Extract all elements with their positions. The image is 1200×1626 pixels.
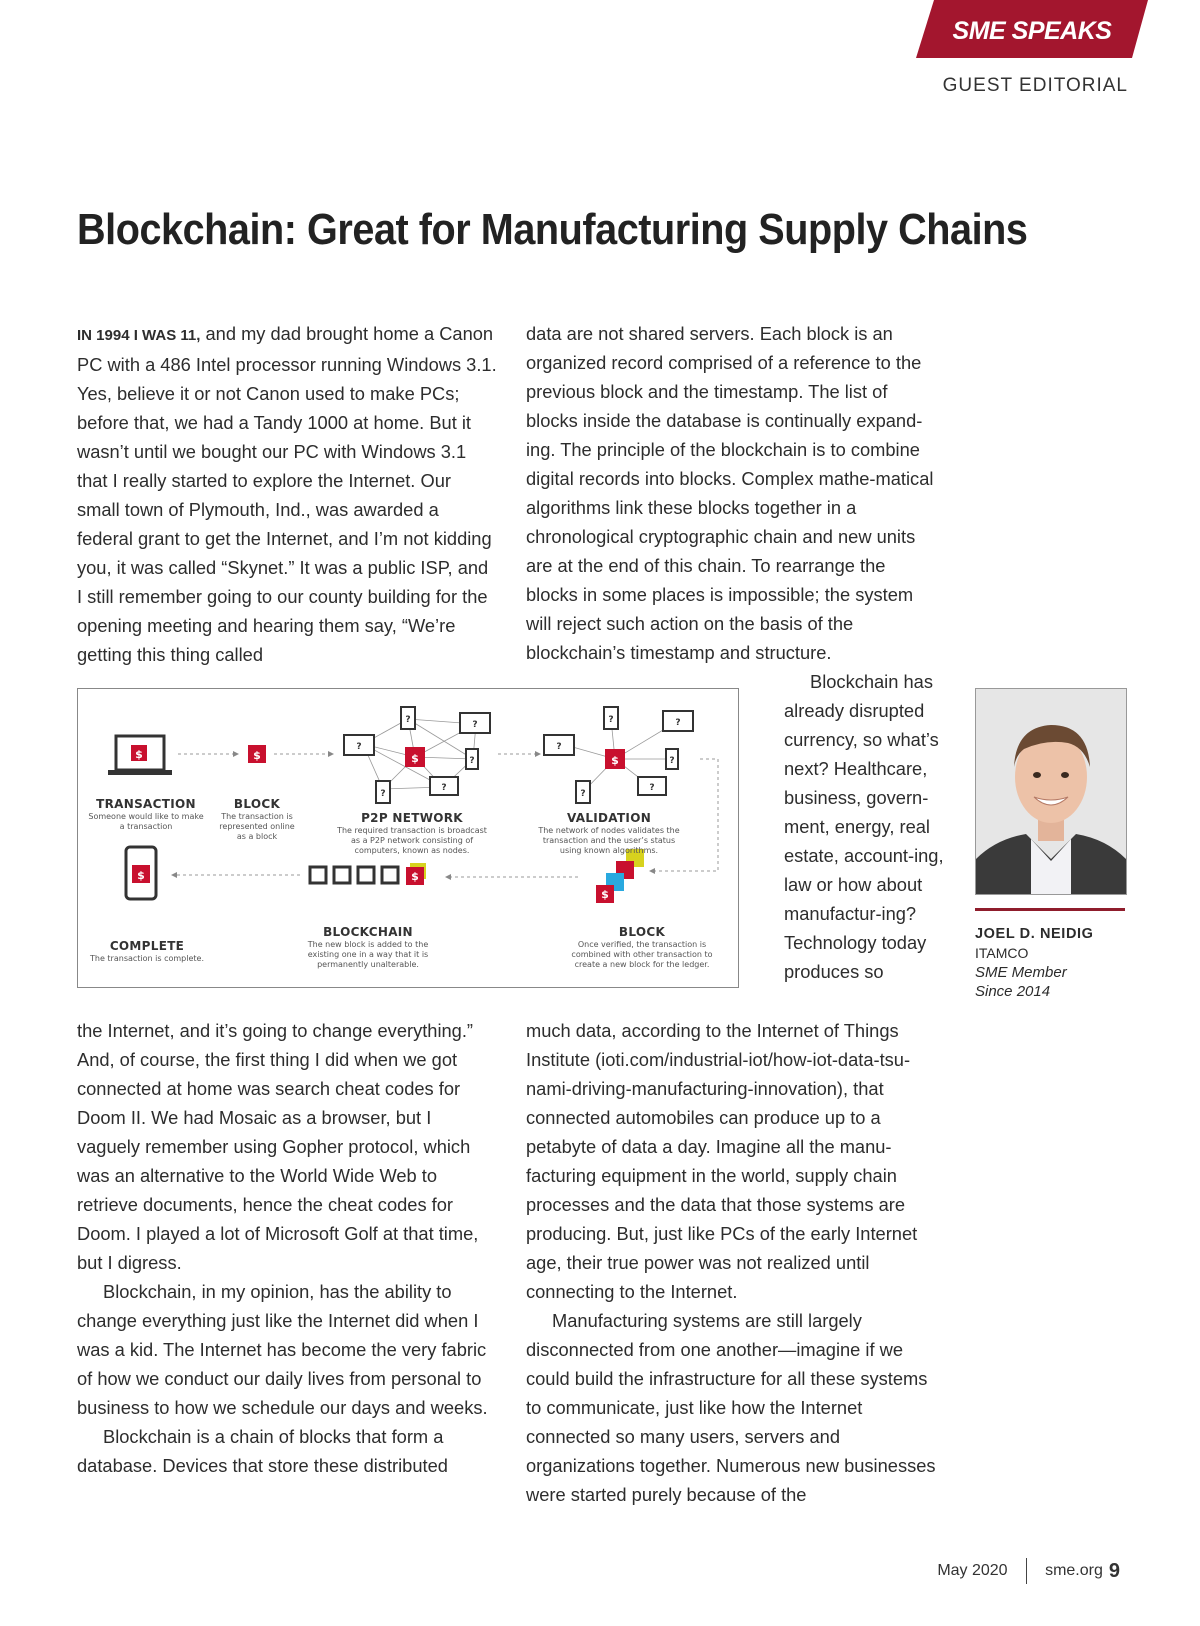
author-photo: [975, 688, 1127, 895]
step-blockchain: BLOCKCHAIN The new block is added to the existing one in a way that it is permanently unalterable.: [307, 925, 429, 969]
issue-date: May 2020: [937, 1562, 1008, 1579]
svg-text:?: ?: [405, 715, 411, 725]
svg-text:$: $: [601, 888, 609, 901]
author-membership: SME Member: [975, 964, 1067, 981]
step-block: BLOCK The transaction is represented online as a block: [219, 797, 295, 841]
svg-text:?: ?: [608, 715, 614, 725]
paragraph-col2-1: data are not shared servers. Each block is an organized record comprised of a reference to the previous block and the timestamp. The list of blocks inside the database is continually expand-ing. The principle of the blockchain is to combine digital records into blocks. Complex mathe-matical algorithms link these blocks together in a chronological cryptographic chain and new units are at the end of this chain. To rearrange the blocks in some places is impossible; the system will reject such action on the basis of the blockchain’s timestamp and structure.: [526, 323, 934, 663]
phone-icon: [126, 847, 156, 899]
svg-text:?: ?: [472, 720, 478, 730]
svg-text:?: ?: [380, 789, 386, 799]
svg-text:$: $: [137, 869, 145, 882]
column-1-top: [77, 319, 497, 669]
svg-text:$: $: [135, 748, 143, 761]
step-complete: COMPLETE The transaction is complete.: [90, 939, 204, 963]
svg-text:$: $: [411, 752, 419, 765]
section-label: GUEST EDITORIAL: [942, 75, 1128, 96]
author-name: JOEL D. NEIDIG: [975, 926, 1094, 942]
author-company: ITAMCO: [975, 945, 1029, 961]
sme-speaks-banner: [916, 0, 1148, 58]
page-footer: [937, 1558, 1120, 1584]
paragraph-2: the Internet, and it’s going to change everything.” And, of course, the first thing I did when we got connected at home was search cheat codes for Doom II. We had Mosaic as a browser, but I vaguely remember using Gopher protocol, which was an alternative to the World Wide Web to retrieve documents, hence the cheat codes for Doom. I played a lot of Microsoft Golf at that time, but I digress.: [77, 1020, 479, 1273]
paragraph-3: Blockchain, in my opinion, has the ability to change everything just like the Internet did when I was a kid. The Internet has become the very fabric of how we conduct our daily lives from personal to business to how we schedule our days and weeks.: [77, 1281, 488, 1418]
column-2-narrow: [784, 667, 946, 986]
author-member-since: Since 2014: [975, 983, 1051, 1000]
author-divider: [975, 908, 1125, 911]
block-icon: [248, 745, 266, 763]
paragraph-4: Blockchain is a chain of blocks that form a database. Devices that store these distributed: [77, 1426, 448, 1476]
svg-text:?: ?: [356, 742, 362, 752]
article-title: Blockchain: Great for Manufacturing Supply Chains: [77, 205, 1028, 254]
lead-in: IN 1994 I WAS 11,: [77, 327, 201, 344]
blockchain-icon: [310, 867, 398, 883]
step-validation: VALIDATION The network of nodes validates the transaction and the user’s status using known algorithms.: [538, 811, 680, 855]
blockchain-process-diagram: [77, 688, 739, 988]
step-new-block: BLOCK Once verified, the transaction is combined with other transaction to create a new block for the ledger.: [571, 925, 713, 969]
paragraph-col2-3: much data, according to the Internet of Things Institute (ioti.com/industrial-iot/how-iot-data-tsu-nami-driving-manufacturing-innovation), that connected automobiles can produce up to a petabyte of data a day. Imagine all the manu-facturing equipment in the world, supply chain processes and the data that those systems are producing. But, just like PCs of the early Internet age, their true power was not realized until connecting to the Internet.: [526, 1020, 918, 1302]
svg-text:?: ?: [441, 783, 447, 793]
svg-text:?: ?: [469, 756, 475, 766]
author-bio: [975, 925, 1094, 1001]
footer-separator: [1026, 1558, 1028, 1584]
portrait-illustration: [976, 689, 1126, 894]
banner-label: SME SPEAKS: [952, 17, 1112, 45]
svg-text:?: ?: [675, 718, 681, 728]
column-2-bottom: [526, 1016, 942, 1509]
paragraph-1: and my dad brought home a Canon PC with a 486 Intel processor running Windows 3.1. Yes, believe it or not Canon used to make PCs; before that, we had a Tandy 1000 at home. But it wasn’t until we bought our PC with Windows 3.1 that I really started to explore the Internet. Our small town of Plymouth, Ind., was awarded a federal grant to get the Internet, and I’m not kidding you, it was called “Skynet.” It was a public ISP, and I still remember going to our county building for the opening meeting and hearing them say, “We’re getting this thing called: [77, 323, 497, 665]
svg-text:$: $: [253, 749, 261, 762]
column-1-bottom: [77, 1016, 497, 1480]
svg-text:$: $: [611, 754, 619, 767]
step-p2p-network: P2P NETWORK The required transaction is broadcast as a P2P network consisting of computers, known as nodes.: [337, 811, 487, 855]
svg-text:?: ?: [649, 783, 655, 793]
paragraph-col2-2: Blockchain has already disrupted currency, so what’s next? Healthcare, business, govern-ment, energy, real estate, account-ing, law or how about manufactur-ing? Technology today produces so: [784, 671, 944, 982]
laptop-icon: [108, 736, 172, 775]
svg-text:$: $: [411, 870, 419, 883]
paragraph-col2-4: Manufacturing systems are still largely disconnected from one another—imagine if we could build the infrastructure for all these systems to communicate, just like how the Internet connected so many users, servers and organizations together. Numerous new businesses were started purely because of the: [526, 1310, 936, 1505]
stacked-blocks-icon: [596, 849, 644, 903]
step-transaction: TRANSACTION Someone would like to make a transaction: [88, 797, 204, 831]
column-2-top: [526, 319, 942, 667]
svg-text:?: ?: [669, 756, 675, 766]
svg-text:?: ?: [556, 742, 562, 752]
svg-text:?: ?: [580, 789, 586, 799]
page-number: 9: [1108, 1559, 1120, 1582]
site-link[interactable]: sme.org: [1045, 1562, 1103, 1579]
